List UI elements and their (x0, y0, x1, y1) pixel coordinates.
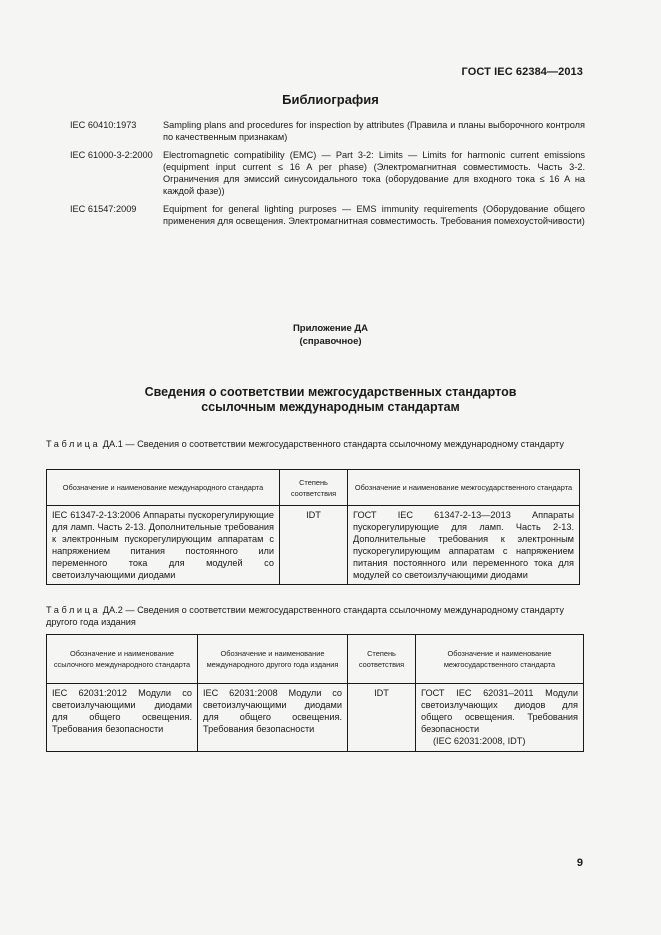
table-cell-text: ГОСТ IEC 62031–2011 Модули светоизлучающих диодов для общего освещения. Требования безопасности (421, 688, 578, 734)
appendix-subtitle: (справочное) (299, 336, 362, 347)
table2 (46, 634, 584, 752)
section-title-line: ссылочным международным стандартам (201, 400, 460, 414)
table-header-row (47, 470, 580, 506)
bibliography-text: Equipment for general lighting purposes — EMS immunity requirements (Оборудование общего применения для освещения. Электромагнитная совместимость. Требования помехоустойчивости) (163, 204, 585, 226)
section-title (0, 385, 661, 415)
bibliography-code: IEC 60410:1973 (70, 120, 137, 130)
bibliography-text: Electromagnetic compatibility (EMC) — Part 3-2: Limits — Limits for harmonic current emissions (equipment input current ≤ 16 A per phase) (Электромагнитная совместимость. Часть 3-2. Ограничения для эмиссий синусоидального тока (оборудование для входного тока ≤ 16 А на каждой фазе)) (163, 150, 585, 196)
caption-text: ДА.2 — Сведения о соответствии межгосударственного стандарта ссылочному международному стандарту другого года издания (46, 605, 564, 627)
table-header-cell: Обозначение и наименование международного стандарта (47, 470, 280, 506)
table2-caption (46, 604, 586, 628)
section-title-line: Сведения о соответствии межгосударственных стандартов (144, 385, 517, 399)
table-cell-note: (IEC 62031:2008, IDT) (433, 736, 526, 746)
bibliography-code: IEC 61000-3-2:2000 (70, 150, 153, 160)
appendix-title: Приложение ДА (292, 323, 369, 334)
caption-text: ДА.1 — Сведения о соответствии межгосударственного стандарта ссылочному международному стандарту (100, 439, 564, 449)
table-header-cell: Обозначение и наименование ссылочного международного стандарта (47, 635, 198, 684)
table1 (46, 469, 580, 585)
table1-caption (46, 438, 586, 450)
table-cell: IEC 62031:2012 Модули со светоизлучающими диодами для общего освещения. Требования безопасности (47, 684, 198, 752)
table-header-cell: Степень соответствия (348, 635, 416, 684)
table-cell: IEC 61347-2-13:2006 Аппараты пускорегулирующие для ламп. Часть 2-13. Дополнительные требования к электронным пускорегулирующим аппаратам с напряжением питания постоянного или переменного тока для модулей со светоизлучающими диодами (47, 506, 280, 585)
table-header-cell: Обозначение и наименование межгосударственного стандарта (348, 470, 580, 506)
table-cell: ГОСТ IEC 61347-2-13—2013 Аппараты пускорегулирующие для ламп. Часть 2-13. Дополнительные требования к электронным пускорегулирующим аппаратам с напряжением питания постоянного или переменного тока для модулей со светоизлучающими диодами (348, 506, 580, 585)
table-row (47, 684, 584, 752)
table-cell: IEC 62031:2008 Модули со светоизлучающими диодами для общего освещения. Требования безопасности (198, 684, 348, 752)
appendix-heading (0, 322, 661, 348)
standard-header: ГОСТ IEC 62384—2013 (461, 66, 583, 78)
page-number: 9 (576, 857, 583, 869)
bibliography-title: Библиография (282, 92, 379, 107)
table-row (47, 506, 580, 585)
caption-prefix: Таблица (46, 605, 101, 615)
table-header-row (47, 635, 584, 684)
table-header-cell: Степень соответствия (280, 470, 348, 506)
table-cell: IDT (280, 506, 348, 585)
bibliography-text: Sampling plans and procedures for inspection by attributes (Правила и планы выборочного контроля по качественным признакам) (163, 120, 585, 142)
table-cell: IDT (348, 684, 416, 752)
table-header-cell: Обозначение и наименование межгосударственного стандарта (416, 635, 584, 684)
bibliography-code: IEC 61547:2009 (70, 204, 137, 214)
caption-prefix: Таблица (46, 439, 101, 449)
table-header-cell: Обозначение и наименование международного другого года издания (198, 635, 348, 684)
table-cell (416, 684, 584, 752)
